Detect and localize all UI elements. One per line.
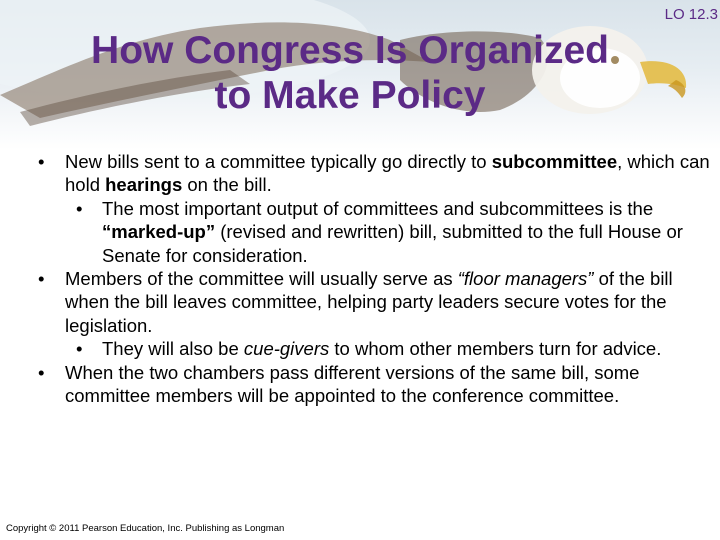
bullet-text: hearings	[105, 174, 183, 196]
bullet-marker: •	[76, 197, 83, 219]
bullet-text: cue-givers	[243, 338, 330, 360]
bullet-text: to whom other members turn for advice.	[329, 338, 662, 360]
slide-title-line-1: How Congress Is Organized	[91, 29, 609, 72]
bullet-item	[36, 150, 711, 197]
learning-objective-tag: LO 12.3	[664, 6, 718, 23]
sub-bullet-item	[36, 197, 711, 267]
bullet-list	[36, 150, 711, 407]
bullet-text: They will also be	[102, 338, 244, 360]
copyright-footer: Copyright © 2011 Pearson Education, Inc. Publishing as Longman	[6, 523, 285, 534]
bullet-marker: •	[38, 361, 45, 383]
bullet-text: Members of the committee will usually serve as	[65, 268, 458, 290]
slide-title-line-2: to Make Policy	[214, 74, 486, 117]
bullet-text: (revised and rewritten) bill, submitted to the full House or Senate for consideration.	[102, 221, 683, 266]
slide-title	[30, 28, 670, 118]
bullet-item	[36, 361, 711, 408]
bullet-text: of the bill when the bill leaves committee, helping party leaders secure votes for the legislation.	[65, 268, 673, 336]
bullet-marker: •	[76, 338, 83, 360]
bullet-text: “floor managers”	[457, 268, 594, 290]
bullet-text: on the bill.	[182, 174, 272, 196]
bullet-text: New bills sent to a committee typically go directly to	[65, 151, 492, 172]
bullet-marker: •	[38, 151, 45, 172]
bullet-text: , which can hold	[65, 151, 710, 196]
bullet-text: The most important output of committees and subcommittees is the	[102, 197, 654, 219]
bullet-marker: •	[38, 268, 45, 290]
bullet-text: subcommittee	[491, 151, 618, 172]
bullet-text: When the two chambers pass different versions of the same bill, some committee members will be appointed to the conference committee.	[65, 361, 640, 407]
sub-bullet-item	[36, 337, 711, 360]
bullet-text: “marked-up”	[102, 221, 216, 243]
bullet-item	[36, 267, 711, 337]
